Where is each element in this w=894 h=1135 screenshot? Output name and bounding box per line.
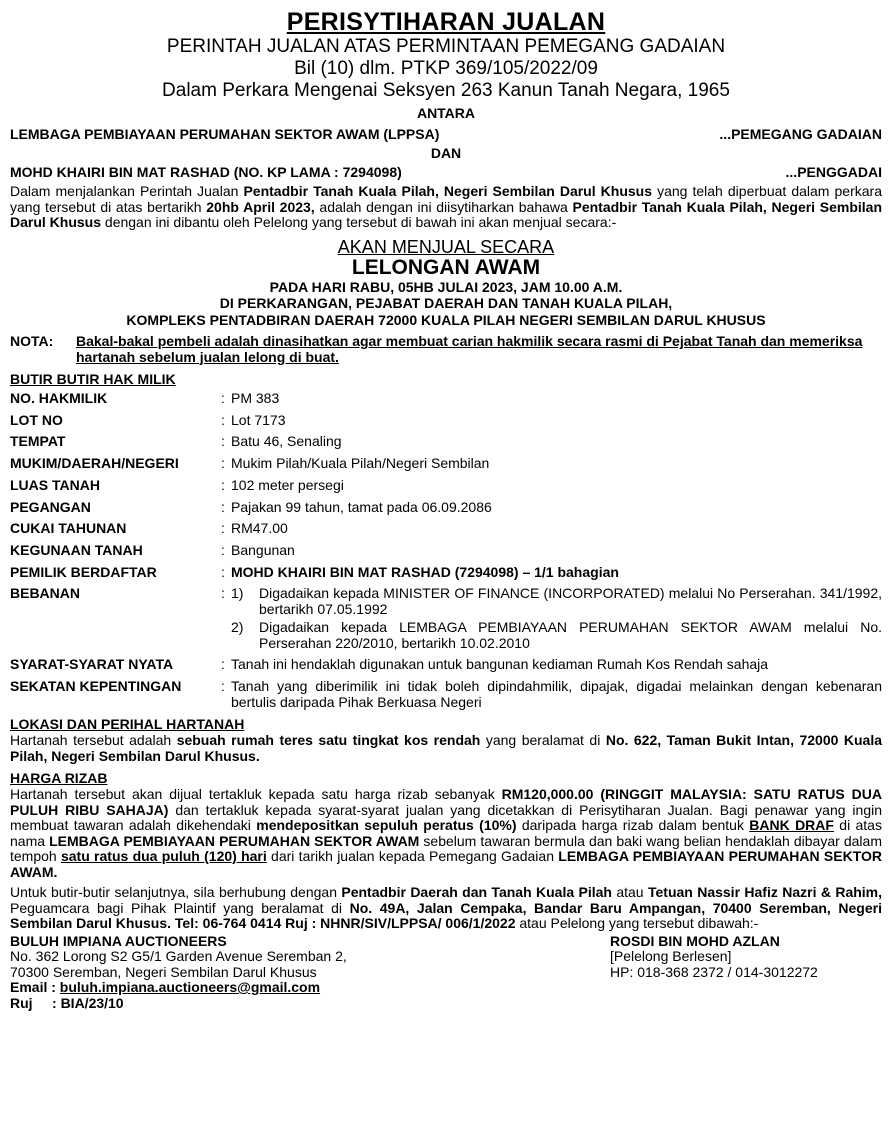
auctioneer-email-row: Email : buluh.impiana.auctioneers@gmail.com <box>10 979 321 996</box>
detail-row: PEGANGAN : Pajakan 99 tahun, tamat pada 06.09.2086 <box>10 498 492 515</box>
detail-row: KEGUNAAN TANAH : Bangunan <box>10 541 295 558</box>
intro-paragraph: Dalam menjalankan Perintah Jualan Pentadbir Tanah Kuala Pilah, Negeri Sembilan Darul Khusus yang telah diperbuat dalam perkara yang tersebut di atas bertarikh 20hb April 2023, adalah dengan ini diisytiharkan bahawa Pentadbir Tanah Kuala Pilah, Negeri Sembilan Darul Khusus dengan ini dibantu oleh Pelelong yang tersebut di bawah ini akan menjual secara:- <box>10 183 882 230</box>
location-paragraph: Hartanah tersebut adalah sebuah rumah teres satu tingkat kos rendah yang beralamat di No. 622, Taman Bukit Intan, 72000 Kuala Pilah, Negeri Sembilan Darul Khusus. <box>10 732 883 764</box>
auctioneer-block <box>10 934 610 1012</box>
auctioneer-ref-row: Ruj : BIA/23/10 <box>10 994 124 1011</box>
page-title: PERISYTIHARAN JUALAN <box>286 8 606 36</box>
reference-number: Bil (10) dlm. PTKP 369/105/2022/09 <box>294 58 598 79</box>
nota-text: Bakal-bakal pembeli adalah dinasihatkan agar membuat carian hakmilik secara rasmi di Pejabat Tanah dan memeriksa hartanah sebelum jualan lelong di buat. <box>76 333 863 365</box>
detail-row: LUAS TANAH : 102 meter persegi <box>10 476 344 493</box>
detail-row: NO. HAKMILIK : PM 383 <box>10 390 280 406</box>
reserve-price-paragraph: Hartanah tersebut akan dijual tertakluk kepada satu harga rizab sebanyak RM120,000.00 (RINGGIT MALAYSIA: SATU RATUS DUA PULUH RIBU SAHAJA) dan tertakluk kepada syarat-syarat jualan yang dicetakkan di Perisytiharan Jualan. Bagi penawar yang ingin membuat tawaran adalah dikehendaki mendepositkan sepuluh peratus (10%) daripada harga rizab dalam bentuk BANK DRAF di atas nama LEMBAGA PEMBIAYAAN PERUMAHAN SEKTOR AWAM sebelum tawaran bermula dan baki wang belian hendaklah dibayar dalam tempoh satu ratus dua puluh (120) hari dari tarikh jualan kepada Pemegang Gadaian LEMBAGA PEMBIAYAAN PERUMAHAN SEKTOR AWAM. <box>10 786 883 880</box>
auctioneer-address-2: 70300 Seremban, Negeri Sembilan Darul Khusus <box>10 963 317 980</box>
auction-venue-2: KOMPLEKS PENTADBIRAN DAERAH 72000 KUALA PILAH NEGERI SEMBILAN DARUL KHUSUS <box>126 311 766 328</box>
nota <box>10 334 882 365</box>
chargor-role: ...PENGGADAI <box>785 164 882 180</box>
contacts <box>10 934 882 1012</box>
title-details-list <box>10 388 882 710</box>
auction-date: PADA HARI RABU, 05HB JULAI 2023, JAM 10.00 A.M. <box>269 278 623 295</box>
express-conditions-row: SYARAT-SYARAT NYATA : Tanah ini hendaklah digunakan untuk bangunan kediaman Rumah Kos Rendah sahaja <box>10 656 769 673</box>
detail-row: TEMPAT : Batu 46, Senaling <box>10 433 342 450</box>
licensed-auctioneer-role: [Pelelong Berlesen] <box>610 948 732 965</box>
encumbrance-row: BEBANAN : 1) Digadaikan kepada MINISTER OF FINANCE (INCORPORATED) melalui No Perserahan. 341/1992, bertarikh 07.05.1992 2) Digadaikan kepada LEMBAGA PEMBIAYAAN PERUMAHAN SEKTOR AWAM melalui No. Perserahan 220/2010, bertarikh 10.02.2010 <box>10 583 882 654</box>
order-subtitle: PERINTAH JUALAN ATAS PERMINTAAN PEMEGANG GADAIAN <box>166 36 726 57</box>
legal-section: Dalam Perkara Mengenai Seksyen 263 Kanun Tanah Negara, 1965 <box>162 80 730 101</box>
between-label: ANTARA <box>416 105 476 121</box>
detail-row: PEMILIK BERDAFTAR : MOHD KHAIRI BIN MAT RASHAD (7294098) – 1/1 bahagian <box>10 563 619 580</box>
chargee-role: ...PEMEGANG GADAIAN <box>719 126 882 142</box>
reserve-price-heading: HARGA RIZAB <box>10 770 108 787</box>
chargee-row <box>10 126 882 143</box>
encumbrance-list <box>231 583 882 654</box>
auctioneer-name: BULUH IMPIANA AUCTIONEERS <box>10 932 227 949</box>
further-info-paragraph: Untuk butir-butir selanjutnya, sila berhubung dengan Pentadbir Daerah dan Tanah Kuala Pilah atau Tetuan Nassir Hafiz Nazri & Rahim, Peguamcara bagi Pihak Plaintif yang beralamat di No. 49A, Jalan Cempaka, Bandar Baru Ampangan, 70400 Seremban, Negeri Sembilan Darul Khusus. Tel: 06-764 0414 Ruj : NHNR/SIV/LPPSA/ 006/1/2022 atau Pelelong yang tersebut dibawah:- <box>10 884 883 932</box>
title-details-heading: BUTIR BUTIR HAK MILIK <box>10 371 176 387</box>
licensed-auctioneer-block <box>610 934 818 1012</box>
and-label: DAN <box>430 145 462 161</box>
public-auction-title: LELONGAN AWAM <box>351 255 541 279</box>
sale-proclamation <box>10 8 882 1011</box>
auctioneer-email-link[interactable]: buluh.impiana.auctioneers@gmail.com <box>59 979 321 996</box>
detail-row: MUKIM/DAERAH/NEGERI : Mukim Pilah/Kuala Pilah/Negeri Sembilan <box>10 455 490 472</box>
encumbrance-item: 2) Digadaikan kepada LEMBAGA PEMBIAYAAN PERUMAHAN SEKTOR AWAM melalui No. Perserahan 220/2010, bertarikh 10.02.2010 <box>231 619 882 651</box>
chargor-row <box>10 164 882 181</box>
licensed-auctioneer-name: ROSDI BIN MOHD AZLAN <box>610 932 780 949</box>
detail-row: LOT NO : Lot 7173 <box>10 411 286 428</box>
restriction-row: SEKATAN KEPENTINGAN : Tanah yang diberimilik ini tidak boleh dipindahmilik, dipajak, digadai melainkan dengan kebenaran bertulis daripada Pihak Berkuasa Negeri <box>10 678 882 710</box>
sale-mode-heading: AKAN MENJUAL SECARA <box>337 236 555 257</box>
licensed-auctioneer-phone: HP: 018-368 2372 / 014-3012272 <box>610 963 818 980</box>
chargor-name: MOHD KHAIRI BIN MAT RASHAD (NO. KP LAMA : 7294098) <box>10 164 402 180</box>
auctioneer-address-1: No. 362 Lorong S2 G5/1 Garden Avenue Seremban 2, <box>10 948 347 965</box>
chargee-name: LEMBAGA PEMBIAYAAN PERUMAHAN SEKTOR AWAM (LPPSA) <box>10 126 440 142</box>
encumbrance-item: 1) Digadaikan kepada MINISTER OF FINANCE (INCORPORATED) melalui No Perserahan. 341/1992, bertarikh 07.05.1992 <box>231 585 882 617</box>
detail-row: CUKAI TAHUNAN : RM47.00 <box>10 520 288 537</box>
auction-venue-1: DI PERKARANGAN, PEJABAT DAERAH DAN TANAH KUALA PILAH, <box>219 295 673 311</box>
location-heading: LOKASI DAN PERIHAL HARTANAH <box>10 716 245 733</box>
nota-label: NOTA: <box>10 333 54 349</box>
